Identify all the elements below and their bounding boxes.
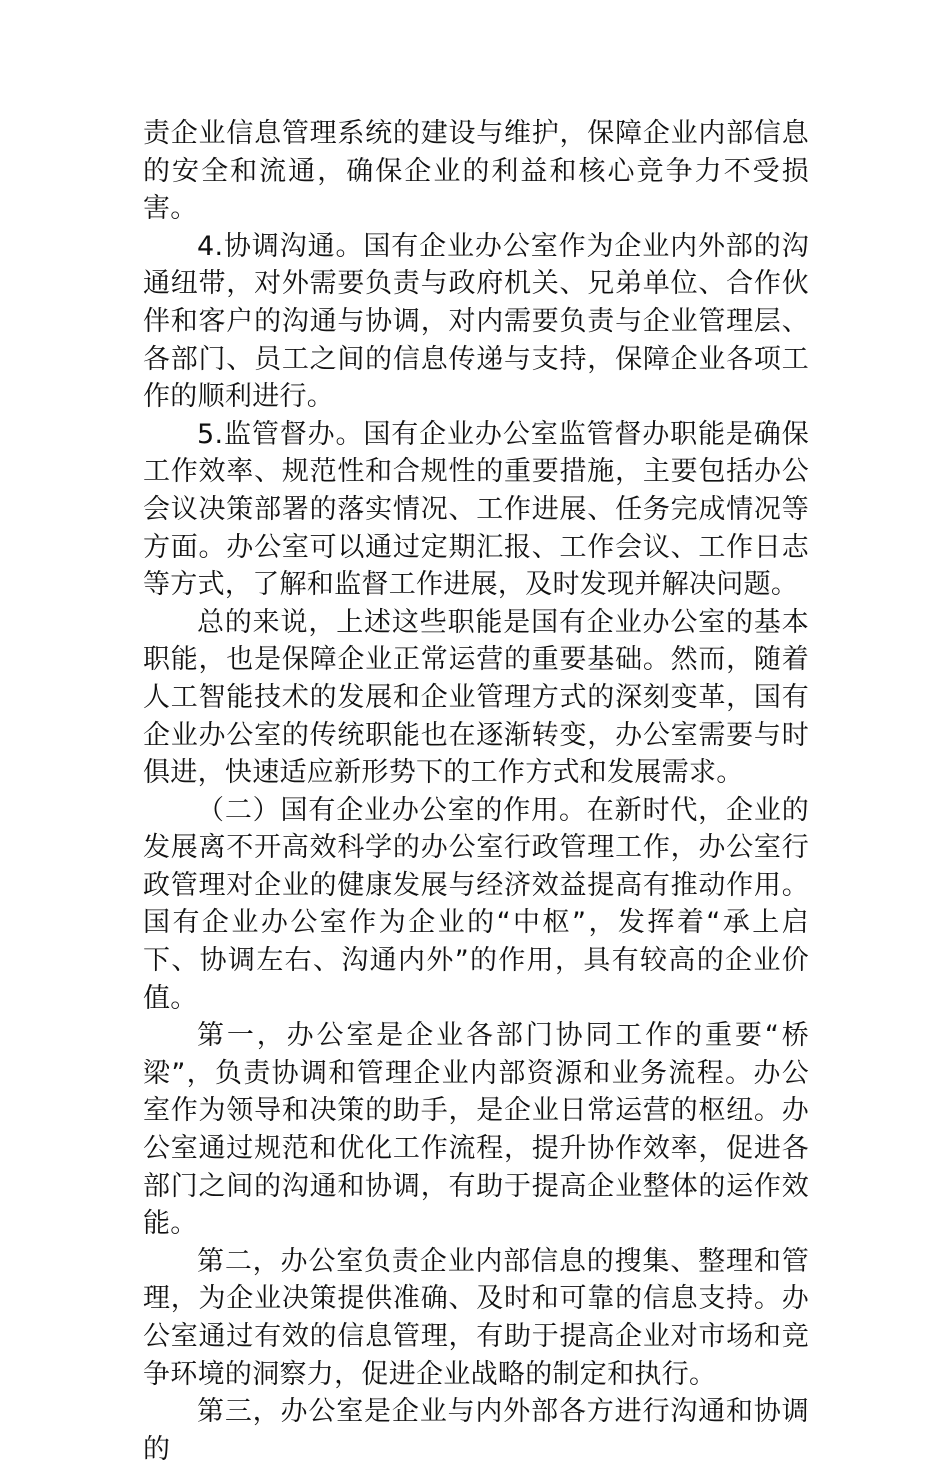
paragraph-third: 第三，办公室是企业与内外部各方进行沟通和协调的: [143, 1396, 809, 1465]
paragraph-first: 第一，办公室是企业各部门协同工作的重要“桥梁”，负责协调和管理企业内部资源和业务流程。办公室作为领导和决策的助手，是企业日常运营的枢纽。办公室通过规范和优化工作流程，提升协作效率，促进各部门之间的沟通和协调，有助于提高企业整体的运作效能。: [143, 1020, 809, 1240]
paragraph-second: 第二，办公室负责企业内部信息的搜集、整理和管理，为企业决策提供准确、及时和可靠的信息支持。办公室通过有效的信息管理，有助于提高企业对市场和竞争环境的洞察力，促进企业战略的制定和执行。: [143, 1245, 809, 1390]
document-body: [143, 115, 809, 1468]
paragraph-item-4: 4.协调沟通。国有企业办公室作为企业内外部的沟通纽带，对外需要负责与政府机关、兄弟单位、合作伙伴和客户的沟通与协调，对内需要负责与企业管理层、各部门、员工之间的信息传递与支持，保障企业各项工作的顺利进行。: [143, 230, 809, 413]
paragraph-continuation: 责企业信息管理系统的建设与维护，保障企业内部信息的安全和流通，确保企业的利益和核心竞争力不受损害。: [143, 118, 809, 225]
paragraph-section-2: （二）国有企业办公室的作用。在新时代，企业的发展离不开高效科学的办公室行政管理工作，办公室行政管理对企业的健康发展与经济效益提高有推动作用。国有企业办公室作为企业的“中枢”，发挥着“承上启下、协调左右、沟通内外”的作用，具有较高的企业价值。: [143, 794, 809, 1014]
paragraph-summary: 总的来说，上述这些职能是国有企业办公室的基本职能，也是保障企业正常运营的重要基础。然而，随着人工智能技术的发展和企业管理方式的深刻变革，国有企业办公室的传统职能也在逐渐转变，办公室需要与时俱进，快速适应新形势下的工作方式和发展需求。: [143, 606, 809, 789]
paragraph-item-5: 5.监管督办。国有企业办公室监管督办职能是确保工作效率、规范性和合规性的重要措施，主要包括办公会议决策部署的落实情况、工作进展、任务完成情况等方面。办公室可以通过定期汇报、工作会议、工作日志等方式，了解和监督工作进展，及时发现并解决问题。: [143, 418, 809, 601]
